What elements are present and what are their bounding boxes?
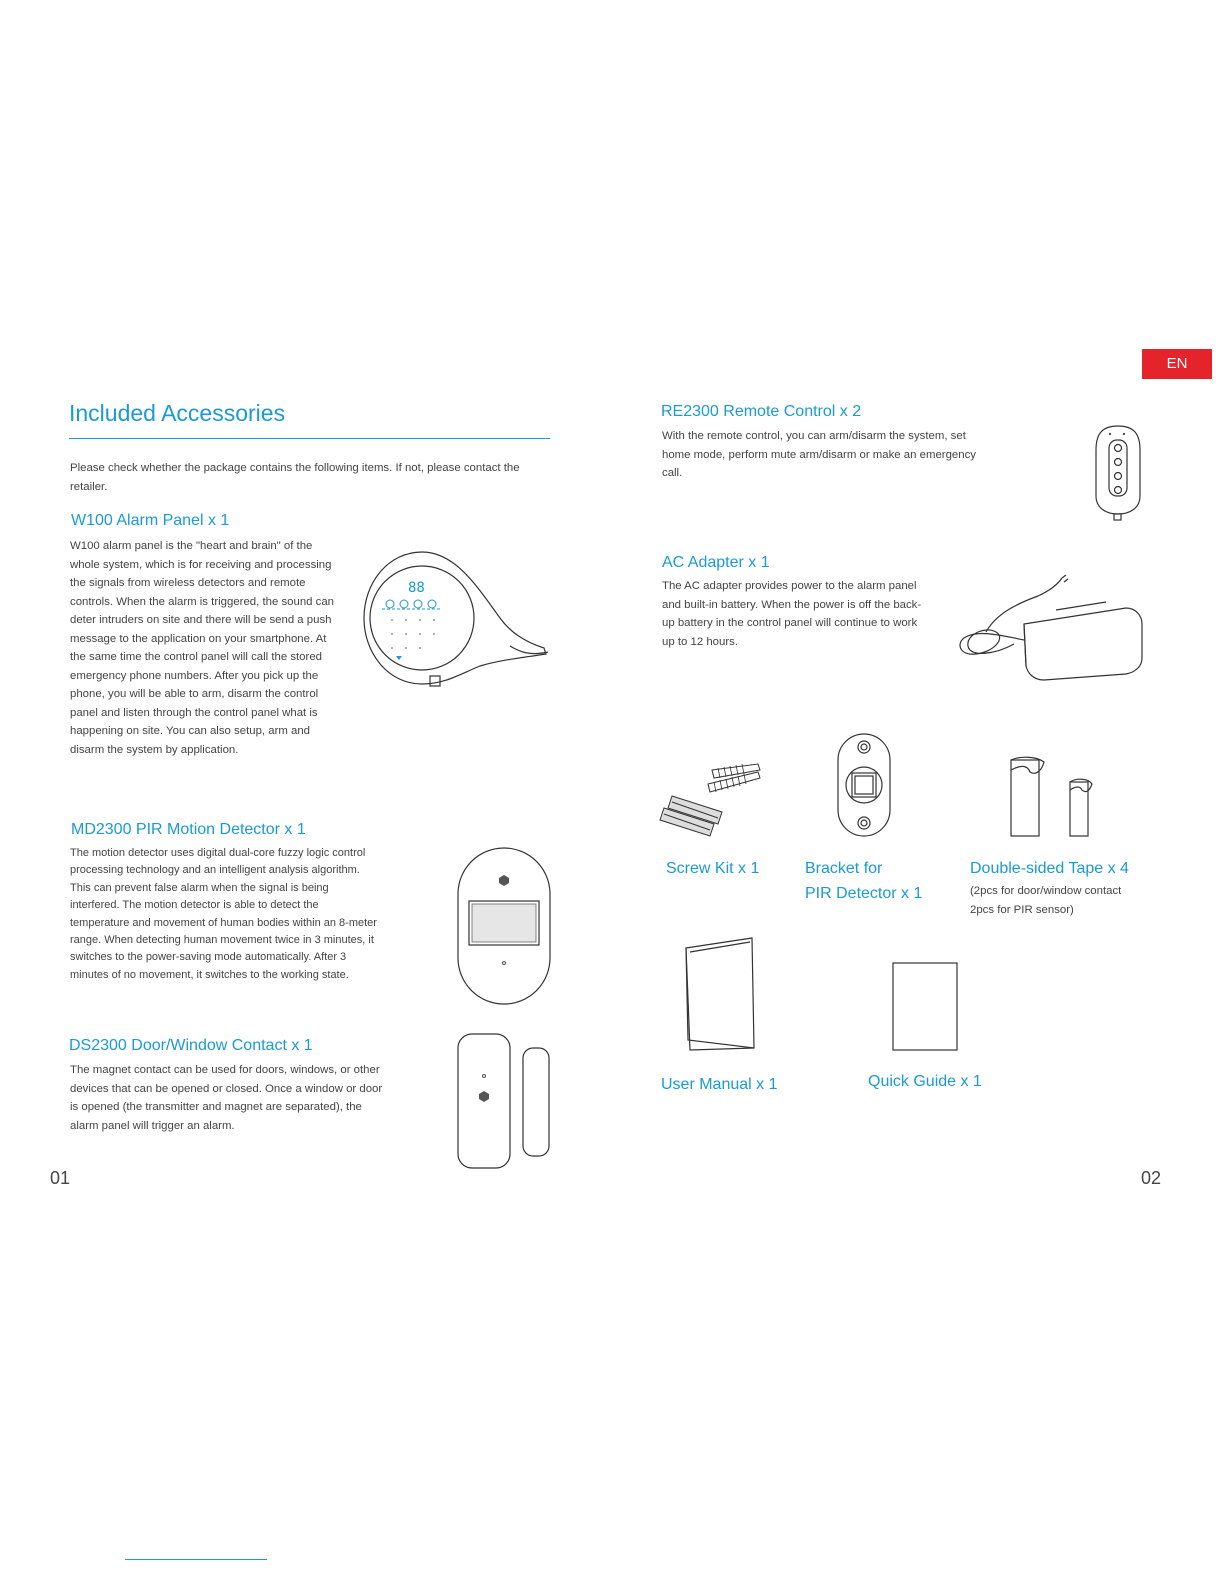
page-number-right: 02 <box>1141 1168 1162 1188</box>
adapter-description: The AC adapter provides power to the alarm panel and built-in battery. When the power is off the back-up battery in the control panel will continue to work up to 12 hours. <box>662 580 922 648</box>
user-manual-label: User Manual x 1 <box>661 1076 778 1093</box>
footer-rule <box>125 1559 267 1560</box>
alarm-panel-illustration <box>360 548 552 690</box>
ds2300-description: The magnet contact can be used for doors, windows, or other devices that can be opened or closed. Once a window or door is opened (the transmitter and magnet are separated), the alarm panel will trigger an alarm. <box>70 1064 383 1132</box>
remote-control-illustration <box>1092 424 1144 522</box>
pir-detector-illustration <box>456 846 552 1006</box>
page-title: Included Accessories <box>69 400 286 426</box>
w100-heading: W100 Alarm Panel x 1 <box>71 512 230 529</box>
re2300-heading: RE2300 Remote Control x 2 <box>661 403 862 420</box>
bracket-label-line1: Bracket for <box>805 860 883 877</box>
page-number-left: 01 <box>50 1168 71 1188</box>
screw-kit-label: Screw Kit x 1 <box>666 860 760 877</box>
w100-description: W100 alarm panel is the "heart and brain" of the whole system, which is for receiving and processing the signals from wireless detectors and remote controls. When the alarm is triggered, the sound can deter intruders on site and there will be send a push message to the application on your smartphone. At the same time the control panel will call the stored emergency phone numbers. After you pick up the phone, you will be able to arm, disarm the control panel and listen through the control panel what is happening on site. You can also setup, arm and disarm the system by application. <box>70 540 335 756</box>
quick-guide-label: Quick Guide x 1 <box>868 1073 982 1090</box>
tape-note-line2: 2pcs for PIR sensor) <box>970 904 1074 916</box>
tape-note-line1: (2pcs for door/window contact <box>970 885 1122 897</box>
md2300-description: The motion detector uses digital dual-core fuzzy logic control processing technology and an intelligent analysis algorithm. This can prevent false alarm when the signal is being interfered. The motion detector is able to detect the temperature and movement of human bodies within an 8-meter range. When detecting human movement twice in 3 minutes, it switches to the power-saving mode automatically. After 3 minutes of no movement, it switches to the working state. <box>70 847 377 981</box>
screw-kit-illustration <box>658 762 768 848</box>
adapter-heading: AC Adapter x 1 <box>662 554 770 571</box>
ac-adapter-illustration <box>956 574 1144 682</box>
quick-guide-illustration <box>892 962 958 1052</box>
intro-text: Please check whether the package contains the following items. If not, please contact the retailer. <box>70 462 520 493</box>
tape-label: Double-sided Tape x 4 <box>970 860 1129 877</box>
panel-display: 88 <box>408 580 425 596</box>
re2300-description: With the remote control, you can arm/disarm the system, set home mode, perform mute arm/disarm or make an emergency call. <box>662 430 976 479</box>
md2300-heading: MD2300 PIR Motion Detector x 1 <box>71 821 306 838</box>
tape-illustration <box>1008 756 1098 840</box>
language-tab: EN <box>1142 349 1212 379</box>
title-rule <box>69 438 550 439</box>
door-contact-illustration <box>456 1032 552 1170</box>
user-manual-illustration <box>682 936 758 1054</box>
bracket-label-line2: PIR Detector x 1 <box>805 885 923 902</box>
ds2300-heading: DS2300 Door/Window Contact x 1 <box>69 1037 313 1054</box>
bracket-illustration <box>836 732 892 838</box>
